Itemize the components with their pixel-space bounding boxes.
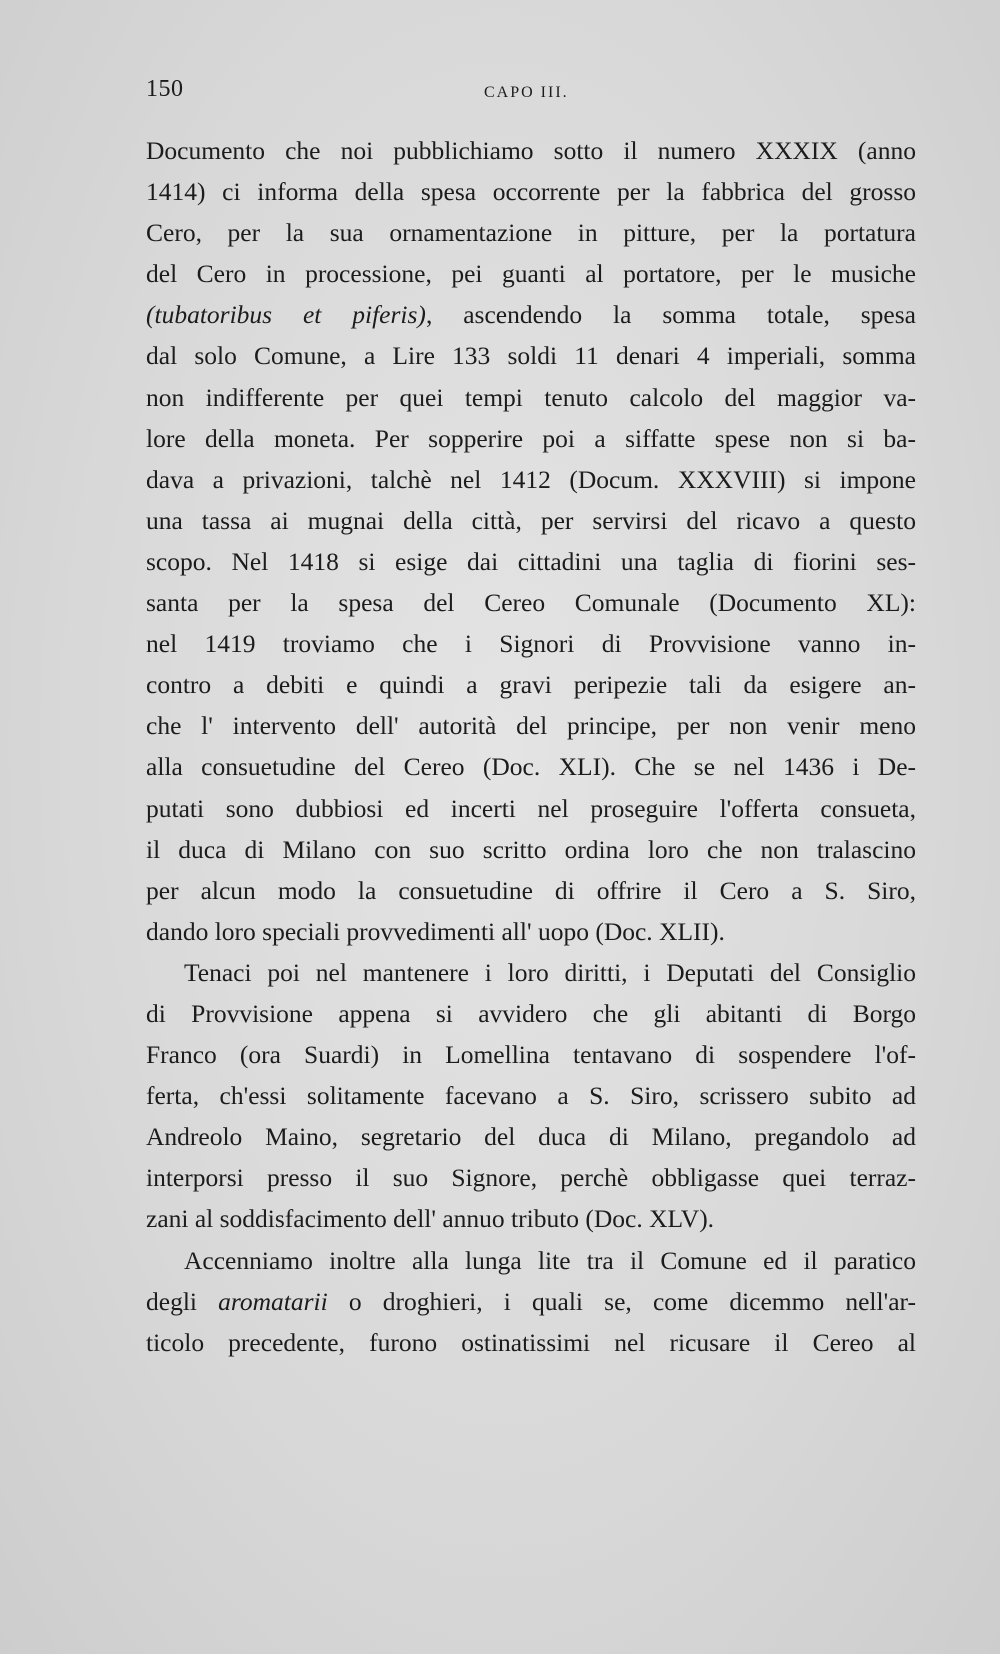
italic-text: (tubatoribus et piferis) bbox=[146, 300, 426, 330]
paragraph-3 bbox=[146, 1240, 916, 1363]
text-line: putati sono dubbiosi ed incerti nel proseguire l'offerta consueta, bbox=[146, 793, 916, 823]
text-line: 1414) ci informa della spesa occorrente per la fabbrica del grosso bbox=[146, 177, 916, 207]
running-head: CAPO III. bbox=[484, 84, 569, 101]
text-line: dava a privazioni, talchè nel 1412 (Docum. XXXVIII) si impone bbox=[146, 464, 916, 494]
text-line: Franco (ora Suardi) in Lomellina tentavano di sospendere l'of- bbox=[146, 1040, 916, 1070]
text-line: dando loro speciali provvedimenti all' uopo (Doc. XLII). bbox=[146, 916, 725, 946]
text-line: che l' intervento dell' autorità del principe, per non venir meno bbox=[146, 711, 916, 741]
text-line: il duca di Milano con suo scritto ordina loro che non tralascino bbox=[146, 834, 916, 864]
paragraph-2 bbox=[146, 952, 916, 1240]
text-line: interporsi presso il suo Signore, perchè obbligasse quei terraz- bbox=[146, 1163, 916, 1193]
text-line: zani al soddisfacimento dell' annuo tributo (Doc. XLV). bbox=[146, 1204, 715, 1234]
paragraph-1 bbox=[146, 130, 916, 952]
text-line: santa per la spesa del Cereo Comunale (Documento XL): bbox=[146, 588, 916, 618]
text-line: Documento che noi pubblichiamo sotto il numero XXXIX (anno bbox=[146, 136, 916, 165]
text-line: una tassa ai mugnai della città, per servirsi del ricavo a questo bbox=[146, 505, 916, 535]
text-line: dal solo Comune, a Lire 133 soldi 11 denari 4 imperiali, somma bbox=[146, 341, 916, 371]
page-number: 150 bbox=[146, 76, 184, 102]
text-line: degli aromatarii o droghieri, i quali se, come dicemmo nell'ar- bbox=[146, 1286, 916, 1316]
text-line: contro a debiti e quindi a gravi peripezie tali da esigere an- bbox=[146, 670, 916, 700]
text-line: alla consuetudine del Cereo (Doc. XLI). Che se nel 1436 i De- bbox=[146, 752, 916, 782]
text-line: ferta, ch'essi solitamente facevano a S. Siro, scrissero subito ad bbox=[146, 1081, 916, 1111]
text-line: nel 1419 troviamo che i Signori di Provvisione vanno in- bbox=[146, 629, 916, 659]
text-line: (tubatoribus et piferis), ascendendo la somma totale, spesa bbox=[146, 300, 916, 330]
text-line: Cero, per la sua ornamentazione in pitture, per la portatura bbox=[146, 218, 916, 248]
italic-text: aromatarii bbox=[218, 1286, 328, 1316]
text-line: per alcun modo la consuetudine di offrire il Cero a S. Siro, bbox=[146, 875, 916, 905]
text-line: Andreolo Maino, segretario del duca di Milano, pregandolo ad bbox=[146, 1122, 916, 1152]
text-line: scopo. Nel 1418 si esige dai cittadini una taglia di fiorini ses- bbox=[146, 546, 916, 576]
body-text bbox=[146, 130, 916, 1363]
text-line: Accenniamo inoltre alla lunga lite tra il Comune ed il paratico bbox=[184, 1245, 916, 1275]
text-line: lore della moneta. Per sopperire poi a siffatte spese non si ba- bbox=[146, 423, 916, 453]
text-line: del Cero in processione, pei guanti al portatore, per le musiche bbox=[146, 259, 916, 289]
text-line: di Provvisione appena si avvidero che gli abitanti di Borgo bbox=[146, 998, 916, 1028]
text-line: non indifferente per quei tempi tenuto calcolo del maggior va- bbox=[146, 382, 916, 412]
text-line: Tenaci poi nel mantenere i loro diritti, i Deputati del Consiglio bbox=[184, 957, 916, 987]
text-line: ticolo precedente, furono ostinatissimi nel ricusare il Cereo al bbox=[146, 1327, 916, 1357]
